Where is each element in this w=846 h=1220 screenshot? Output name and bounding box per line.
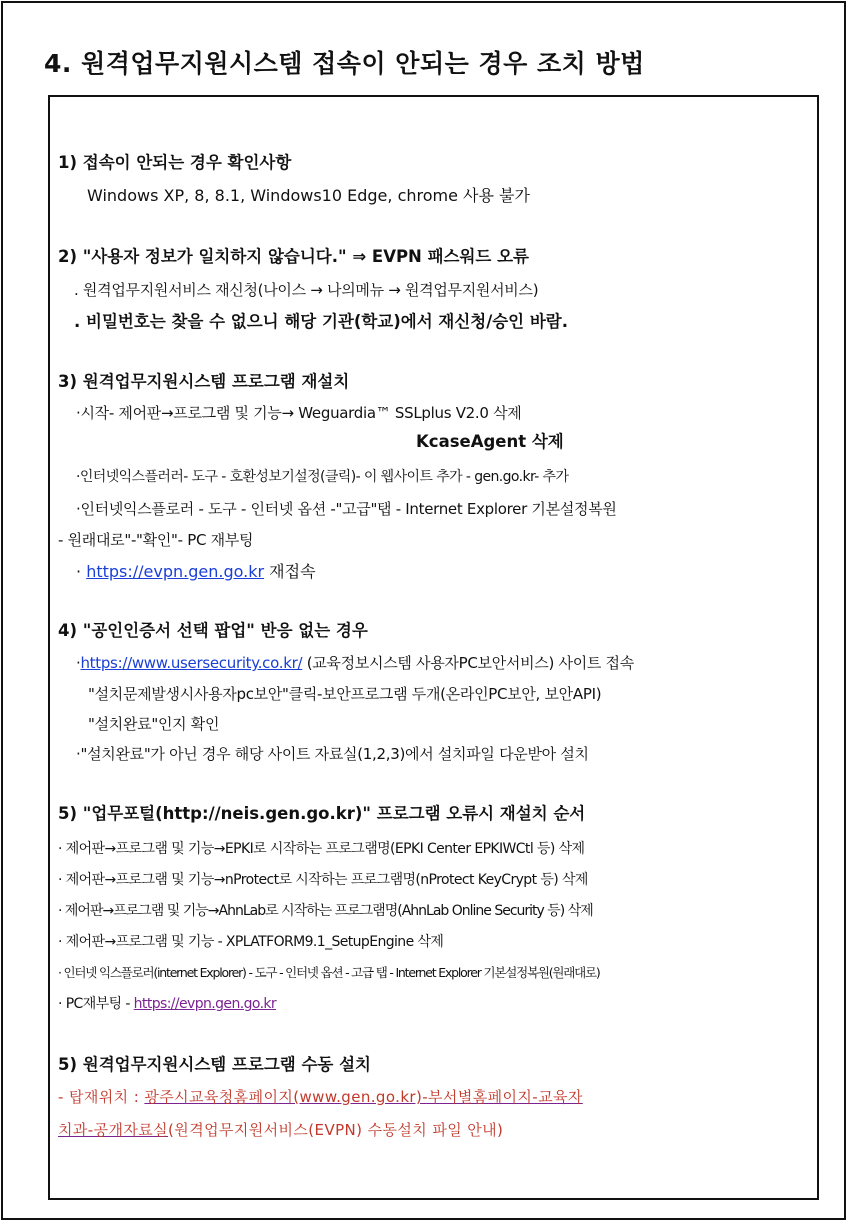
section-3-line-3: ·인터넷익스플러러- 도구 - 호환성보기설정(클릭)- 이 웹사이트 추가 - gen.go.kr- 추가 <box>76 469 569 485</box>
section-4-line-2: "설치문제발생시사용자pc보안"클릭-보안프로그램 두개(온라인PC보안, 보안API) <box>88 685 602 703</box>
section-3-line-5: - 원래대로"-"확인"- PC 재부팅 <box>58 531 254 549</box>
location-label: - 탑재위치 : <box>58 1088 140 1106</box>
section-3-link-line <box>76 562 316 582</box>
reconnect-text: 재접속 <box>269 562 316 581</box>
page-title: 4. 원격업무지원시스템 접속이 안되는 경우 조치 방법 <box>44 49 645 78</box>
section-5-item-6 <box>58 994 276 1014</box>
section-6-heading: 5) 원격업무지원시스템 프로그램 수동 설치 <box>58 1055 371 1074</box>
section-1-line: Windows XP, 8, 8.1, Windows10 Edge, chrome 사용 불가 <box>87 186 530 205</box>
section-3-line-4: ·인터넷익스플로러 - 도구 - 인터넷 옵션 -"고급"탭 - Internet Explorer 기본설정복원 <box>76 500 617 518</box>
section-5-item-4: · 제어판→프로그램 및 기능 - XPLATFORM9.1_SetupEngine 삭제 <box>58 934 444 950</box>
section-3-line-1: ·시작- 제어판→프로그램 및 기능→ Weguardia™ SSLplus V2.0 삭제 <box>76 404 522 422</box>
bullet: · <box>76 562 82 581</box>
section-2-heading: 2) "사용자 정보가 일치하지 않습니다." ⇒ EVPN 패스워드 오류 <box>58 247 529 266</box>
section-5-item-5: · 인터넷 익스플로러(internet Explorer) - 도구 - 인터넷 옵션 - 고급 탭 - Internet Explorer 기본설정복원(원래대로) <box>58 965 600 980</box>
section-5-item-1: · 제어판→프로그램 및 기능→EPKI로 시작하는 프로그램명(EPKI Center EPKIWCtl 등) 삭제 <box>58 841 585 857</box>
manual-install-note: (원격업무지원서비스(EVPN) 수동설치 파일 안내) <box>168 1121 504 1139</box>
section-3-heading: 3) 원격업무지원시스템 프로그램 재설치 <box>58 372 350 391</box>
section-4-heading: 4) "공인인증서 선택 팝업" 반응 없는 경우 <box>58 621 368 640</box>
usersecurity-link[interactable]: https://www.usersecurity.co.kr/ <box>80 654 303 672</box>
evpn-link[interactable]: https://evpn.gen.go.kr <box>86 562 265 581</box>
section-5-item-3: · 제어판→프로그램 및 기능→AhnLab로 시작하는 프로그램명(AhnLab Online Security 등) 삭제 <box>58 903 593 919</box>
section-2-line-1: . 원격업무지원서비스 재신청(나이스 → 나의메뉴 → 원격업무지원서비스) <box>74 281 539 299</box>
section-4-line-1 <box>76 653 634 673</box>
section-6-line-1 <box>58 1087 583 1107</box>
usersecurity-desc: (교육정보시스템 사용자PC보안서비스) 사이트 접속 <box>306 654 634 672</box>
section-5-item-2: · 제어판→프로그램 및 기능→nProtect로 시작하는 프로그램명(nProtect KeyCrypt 등) 삭제 <box>58 872 588 888</box>
section-6-line-2 <box>58 1120 503 1140</box>
gen-homepage-link[interactable]: 광주시교육청홈페이지(www.gen.go.kr)-부서별홈페이지-교육자 <box>144 1088 583 1106</box>
section-1-heading: 1) 접속이 안되는 경우 확인사항 <box>58 153 292 172</box>
evpn-link-visited[interactable]: https://evpn.gen.go.kr <box>133 996 277 1012</box>
section-4-line-3: "설치완료"인지 확인 <box>88 715 220 733</box>
reboot-text: · PC재부팅 - <box>58 996 130 1012</box>
section-5-heading: 5) "업무포털(http://neis.gen.go.kr)" 프로그램 오류시 재설치 순서 <box>58 804 586 823</box>
bullet: · <box>76 654 81 672</box>
section-4-line-4: ·"설치완료"가 아닌 경우 해당 사이트 자료실(1,2,3)에서 설치파일 다운받아 설치 <box>76 745 589 763</box>
section-2-line-2: . 비밀번호는 찾을 수 없으니 해당 기관(학교)에서 재신청/승인 바람. <box>74 312 569 331</box>
public-archive-link[interactable]: 치과-공개자료실 <box>58 1121 169 1139</box>
section-3-line-2: KcaseAgent 삭제 <box>416 432 564 451</box>
